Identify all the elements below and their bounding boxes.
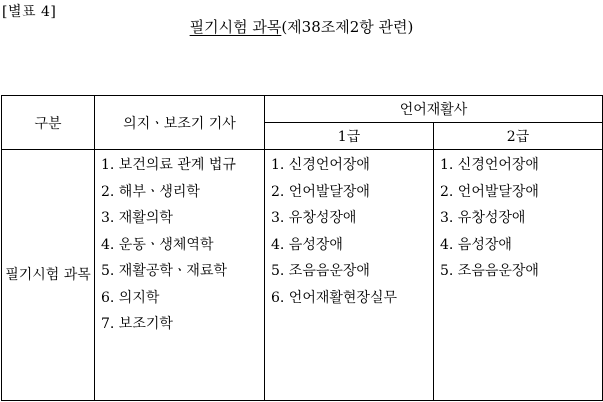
list-item: 1. 보건의료 관계 법규 [101, 157, 236, 173]
list-item: 4. 음성장애 [271, 236, 343, 253]
header-grade-2: 2급 [434, 123, 603, 150]
list-item: 5. 조음음운장애 [440, 263, 539, 279]
header-prosthetist: 의지ㆍ보조기 기사 [95, 96, 265, 150]
list-item: 2. 언어발달장애 [440, 183, 539, 200]
title-reference: (제38조제2항 관련) [281, 18, 414, 36]
list-item: 5. 조음음운장애 [271, 263, 370, 279]
list-item: 4. 운동ㆍ생체역학 [101, 236, 214, 253]
grade2-subject-list [440, 152, 602, 285]
prosthetist-subject-list [101, 152, 264, 338]
header-category: 구분 [2, 96, 95, 150]
list-item: 4. 음성장애 [440, 236, 512, 253]
grade2-subjects-cell [434, 150, 603, 401]
list-item: 3. 유창성장애 [440, 210, 526, 226]
list-item: 3. 재활의학 [101, 210, 173, 226]
grade1-subject-list [271, 152, 433, 311]
header-speech-therapist: 언어재활사 [265, 96, 603, 123]
header-grade-1: 1급 [265, 123, 434, 150]
list-item: 6. 언어재활현장실무 [271, 289, 397, 306]
list-item: 3. 유창성장애 [271, 210, 357, 226]
exam-subjects-table [1, 95, 603, 401]
list-item: 2. 해부ㆍ생리학 [101, 183, 200, 200]
list-item: 1. 신경언어장애 [271, 157, 370, 173]
annex-label: [별표 4] [2, 4, 57, 20]
list-item: 2. 언어발달장애 [271, 183, 370, 200]
list-item: 6. 의지학 [101, 289, 160, 306]
list-item: 1. 신경언어장애 [440, 157, 539, 173]
list-item: 5. 재활공학ㆍ재료학 [101, 263, 227, 279]
document-title [0, 16, 603, 37]
prosthetist-subjects-cell [95, 150, 265, 401]
grade1-subjects-cell [265, 150, 434, 401]
list-item: 7. 보조기학 [101, 316, 173, 332]
title-main: 필기시험 과목 [189, 18, 282, 36]
row-label-written-exam: 필기시험 과목 [2, 150, 95, 401]
